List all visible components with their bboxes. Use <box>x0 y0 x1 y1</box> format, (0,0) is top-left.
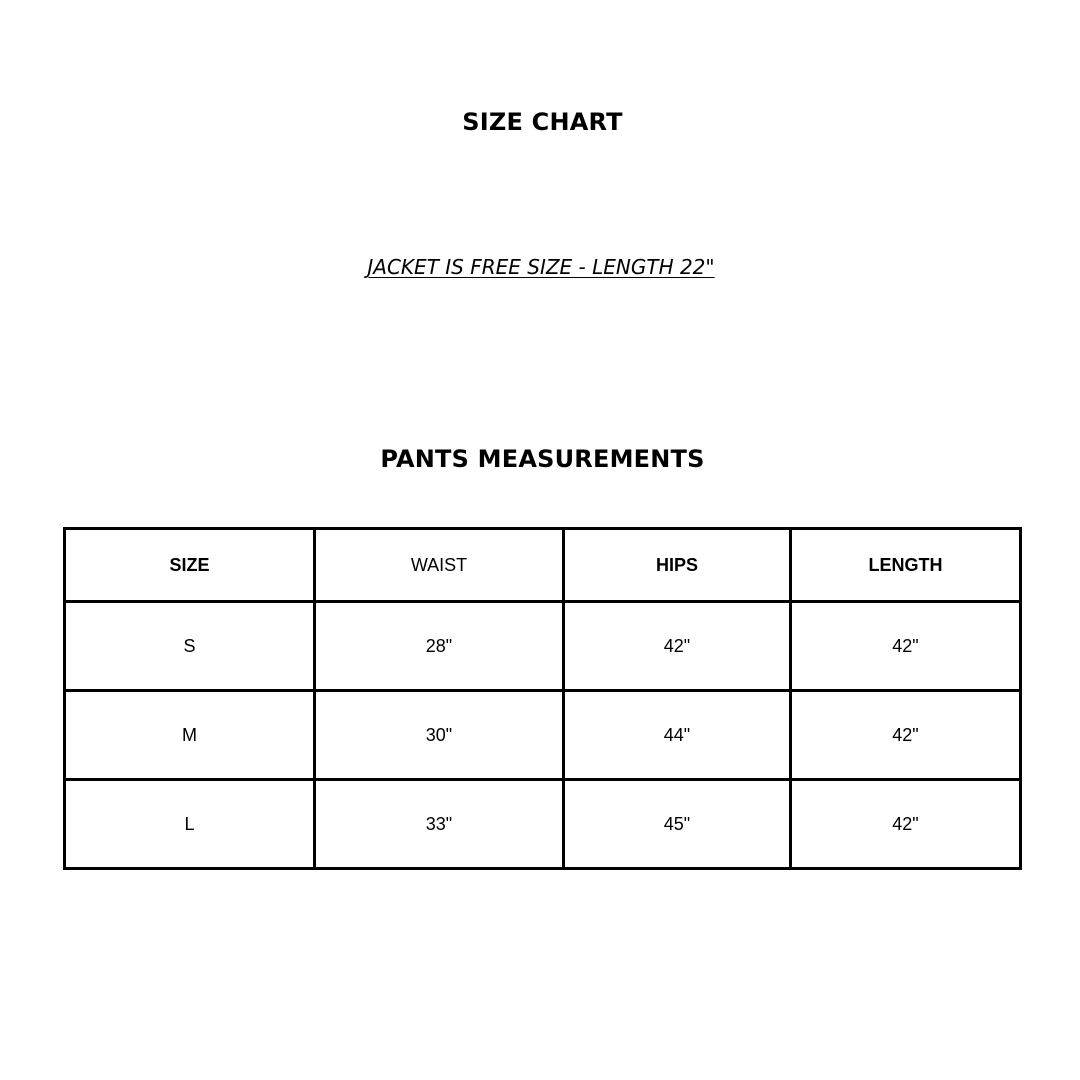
table-row <box>65 602 1021 691</box>
header-length: LENGTH <box>791 529 1021 602</box>
cell-length: 42" <box>791 691 1021 780</box>
pants-section-title: PANTS MEASUREMENTS <box>380 445 705 473</box>
cell-waist: 33" <box>315 780 564 869</box>
header-size: SIZE <box>65 529 315 602</box>
jacket-size-note: JACKET IS FREE SIZE - LENGTH 22" <box>367 255 715 279</box>
table-row <box>65 780 1021 869</box>
cell-length: 42" <box>791 602 1021 691</box>
cell-hips: 44" <box>564 691 791 780</box>
header-hips: HIPS <box>564 529 791 602</box>
cell-hips: 42" <box>564 602 791 691</box>
cell-size: S <box>65 602 315 691</box>
cell-size: L <box>65 780 315 869</box>
pants-measurements-table <box>63 527 1022 870</box>
cell-waist: 30" <box>315 691 564 780</box>
page-title: SIZE CHART <box>462 108 623 136</box>
header-waist: WAIST <box>315 529 564 602</box>
cell-waist: 28" <box>315 602 564 691</box>
cell-hips: 45" <box>564 780 791 869</box>
cell-length: 42" <box>791 780 1021 869</box>
cell-size: M <box>65 691 315 780</box>
table-header-row <box>65 529 1021 602</box>
table-row <box>65 691 1021 780</box>
